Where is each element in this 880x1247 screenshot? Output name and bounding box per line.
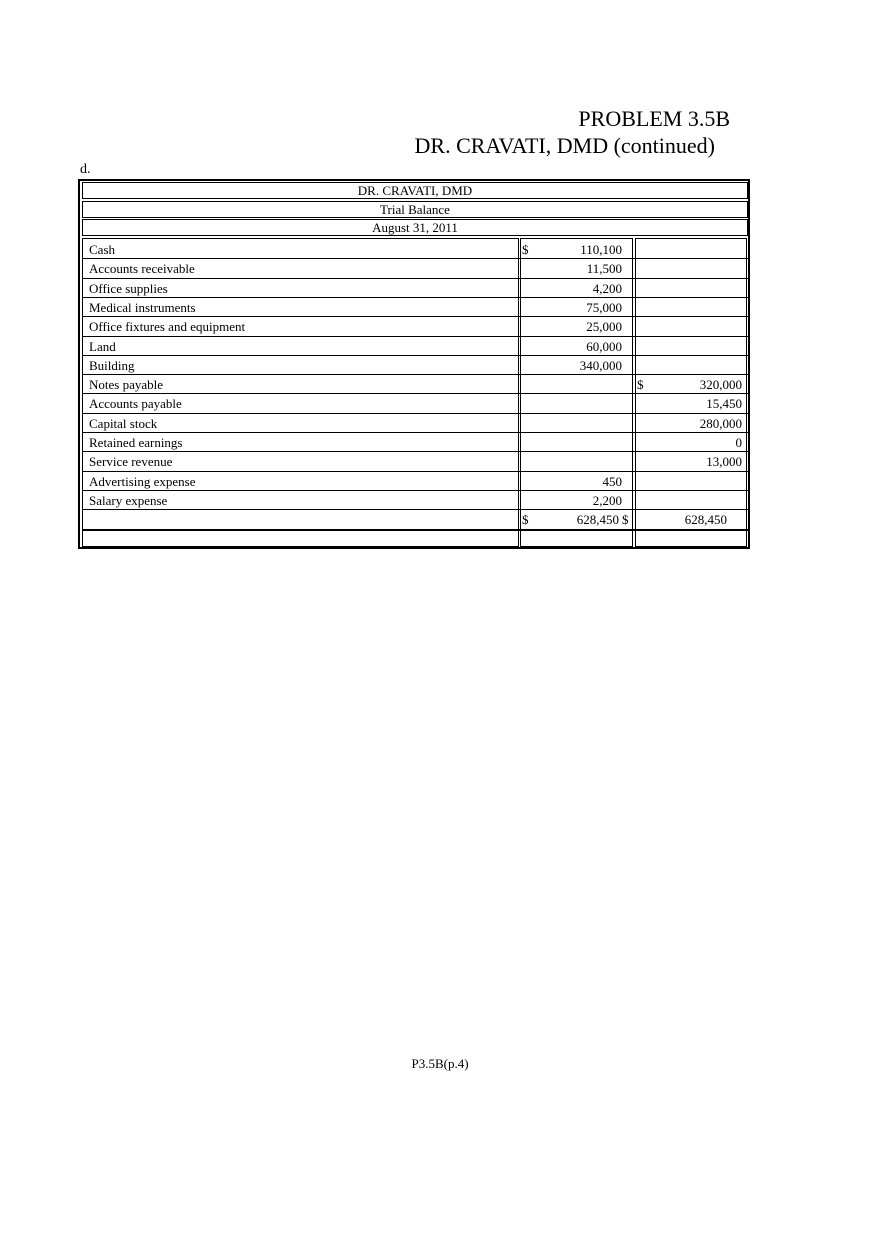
currency-symbol: $	[622, 512, 629, 528]
account-name: Land	[89, 338, 116, 354]
debit-amount: 2,200	[592, 492, 622, 508]
account-name: Accounts payable	[89, 396, 182, 412]
credit-amount: 280,000	[699, 415, 742, 431]
account-name: Capital stock	[89, 415, 158, 431]
account-name: Office supplies	[89, 280, 168, 296]
account-name: Service revenue	[89, 454, 173, 470]
statement-date: August 31, 2011	[82, 219, 748, 236]
debit-amount: 60,000	[586, 338, 622, 354]
account-name: Cash	[89, 242, 115, 257]
account-name: Retained earnings	[89, 435, 183, 450]
debit-amount: 340,000	[579, 357, 622, 373]
credit-amount: 13,000	[706, 454, 742, 470]
table-row	[82, 239, 748, 258]
currency-symbol: $	[522, 242, 529, 257]
debit-amount: 11,500	[586, 261, 622, 277]
statement-title: Trial Balance	[82, 201, 748, 218]
row-divider	[82, 529, 748, 531]
account-name: Salary expense	[89, 492, 168, 508]
page-footer: P3.5B(p.4)	[411, 1056, 469, 1071]
debit-amount: 75,000	[586, 299, 622, 315]
account-name: Advertising expense	[89, 473, 196, 489]
totals-row	[82, 509, 748, 528]
table-row	[82, 297, 748, 316]
account-name: Office fixtures and equipment	[89, 319, 246, 335]
account-name: Notes payable	[89, 377, 164, 393]
currency-symbol: $	[522, 512, 529, 528]
table-row	[82, 490, 748, 509]
table-row	[82, 451, 748, 470]
table-row	[82, 413, 748, 432]
problem-title: PROBLEM 3.5B	[578, 106, 730, 131]
company-subtitle: DR. CRAVATI, DMD (continued)	[414, 133, 715, 158]
account-name: Building	[89, 357, 135, 373]
statement-entity: DR. CRAVATI, DMD	[82, 182, 748, 199]
debit-amount: 4,200	[592, 280, 622, 296]
credit-amount: 0	[735, 435, 742, 450]
credit-total: 628,450	[684, 512, 727, 528]
account-name: Accounts receivable	[89, 261, 195, 277]
debit-amount: 450	[602, 473, 622, 489]
debit-amount: 110,100	[580, 242, 622, 257]
table-row	[82, 336, 748, 355]
currency-symbol: $	[637, 377, 644, 393]
table-row	[82, 432, 748, 451]
table-row	[82, 278, 748, 297]
table-row	[82, 355, 748, 374]
part-label: d.	[80, 162, 91, 177]
trial-balance-table	[78, 179, 750, 549]
table-row	[82, 471, 748, 490]
table-row	[82, 393, 748, 412]
credit-amount: 320,000	[699, 377, 742, 393]
table-row	[82, 258, 748, 277]
credit-amount: 15,450	[706, 396, 742, 412]
table-row	[82, 316, 748, 335]
debit-total: 628,450	[576, 512, 619, 528]
account-name: Medical instruments	[89, 299, 196, 315]
table-row	[82, 374, 748, 393]
debit-amount: 25,000	[586, 319, 622, 335]
